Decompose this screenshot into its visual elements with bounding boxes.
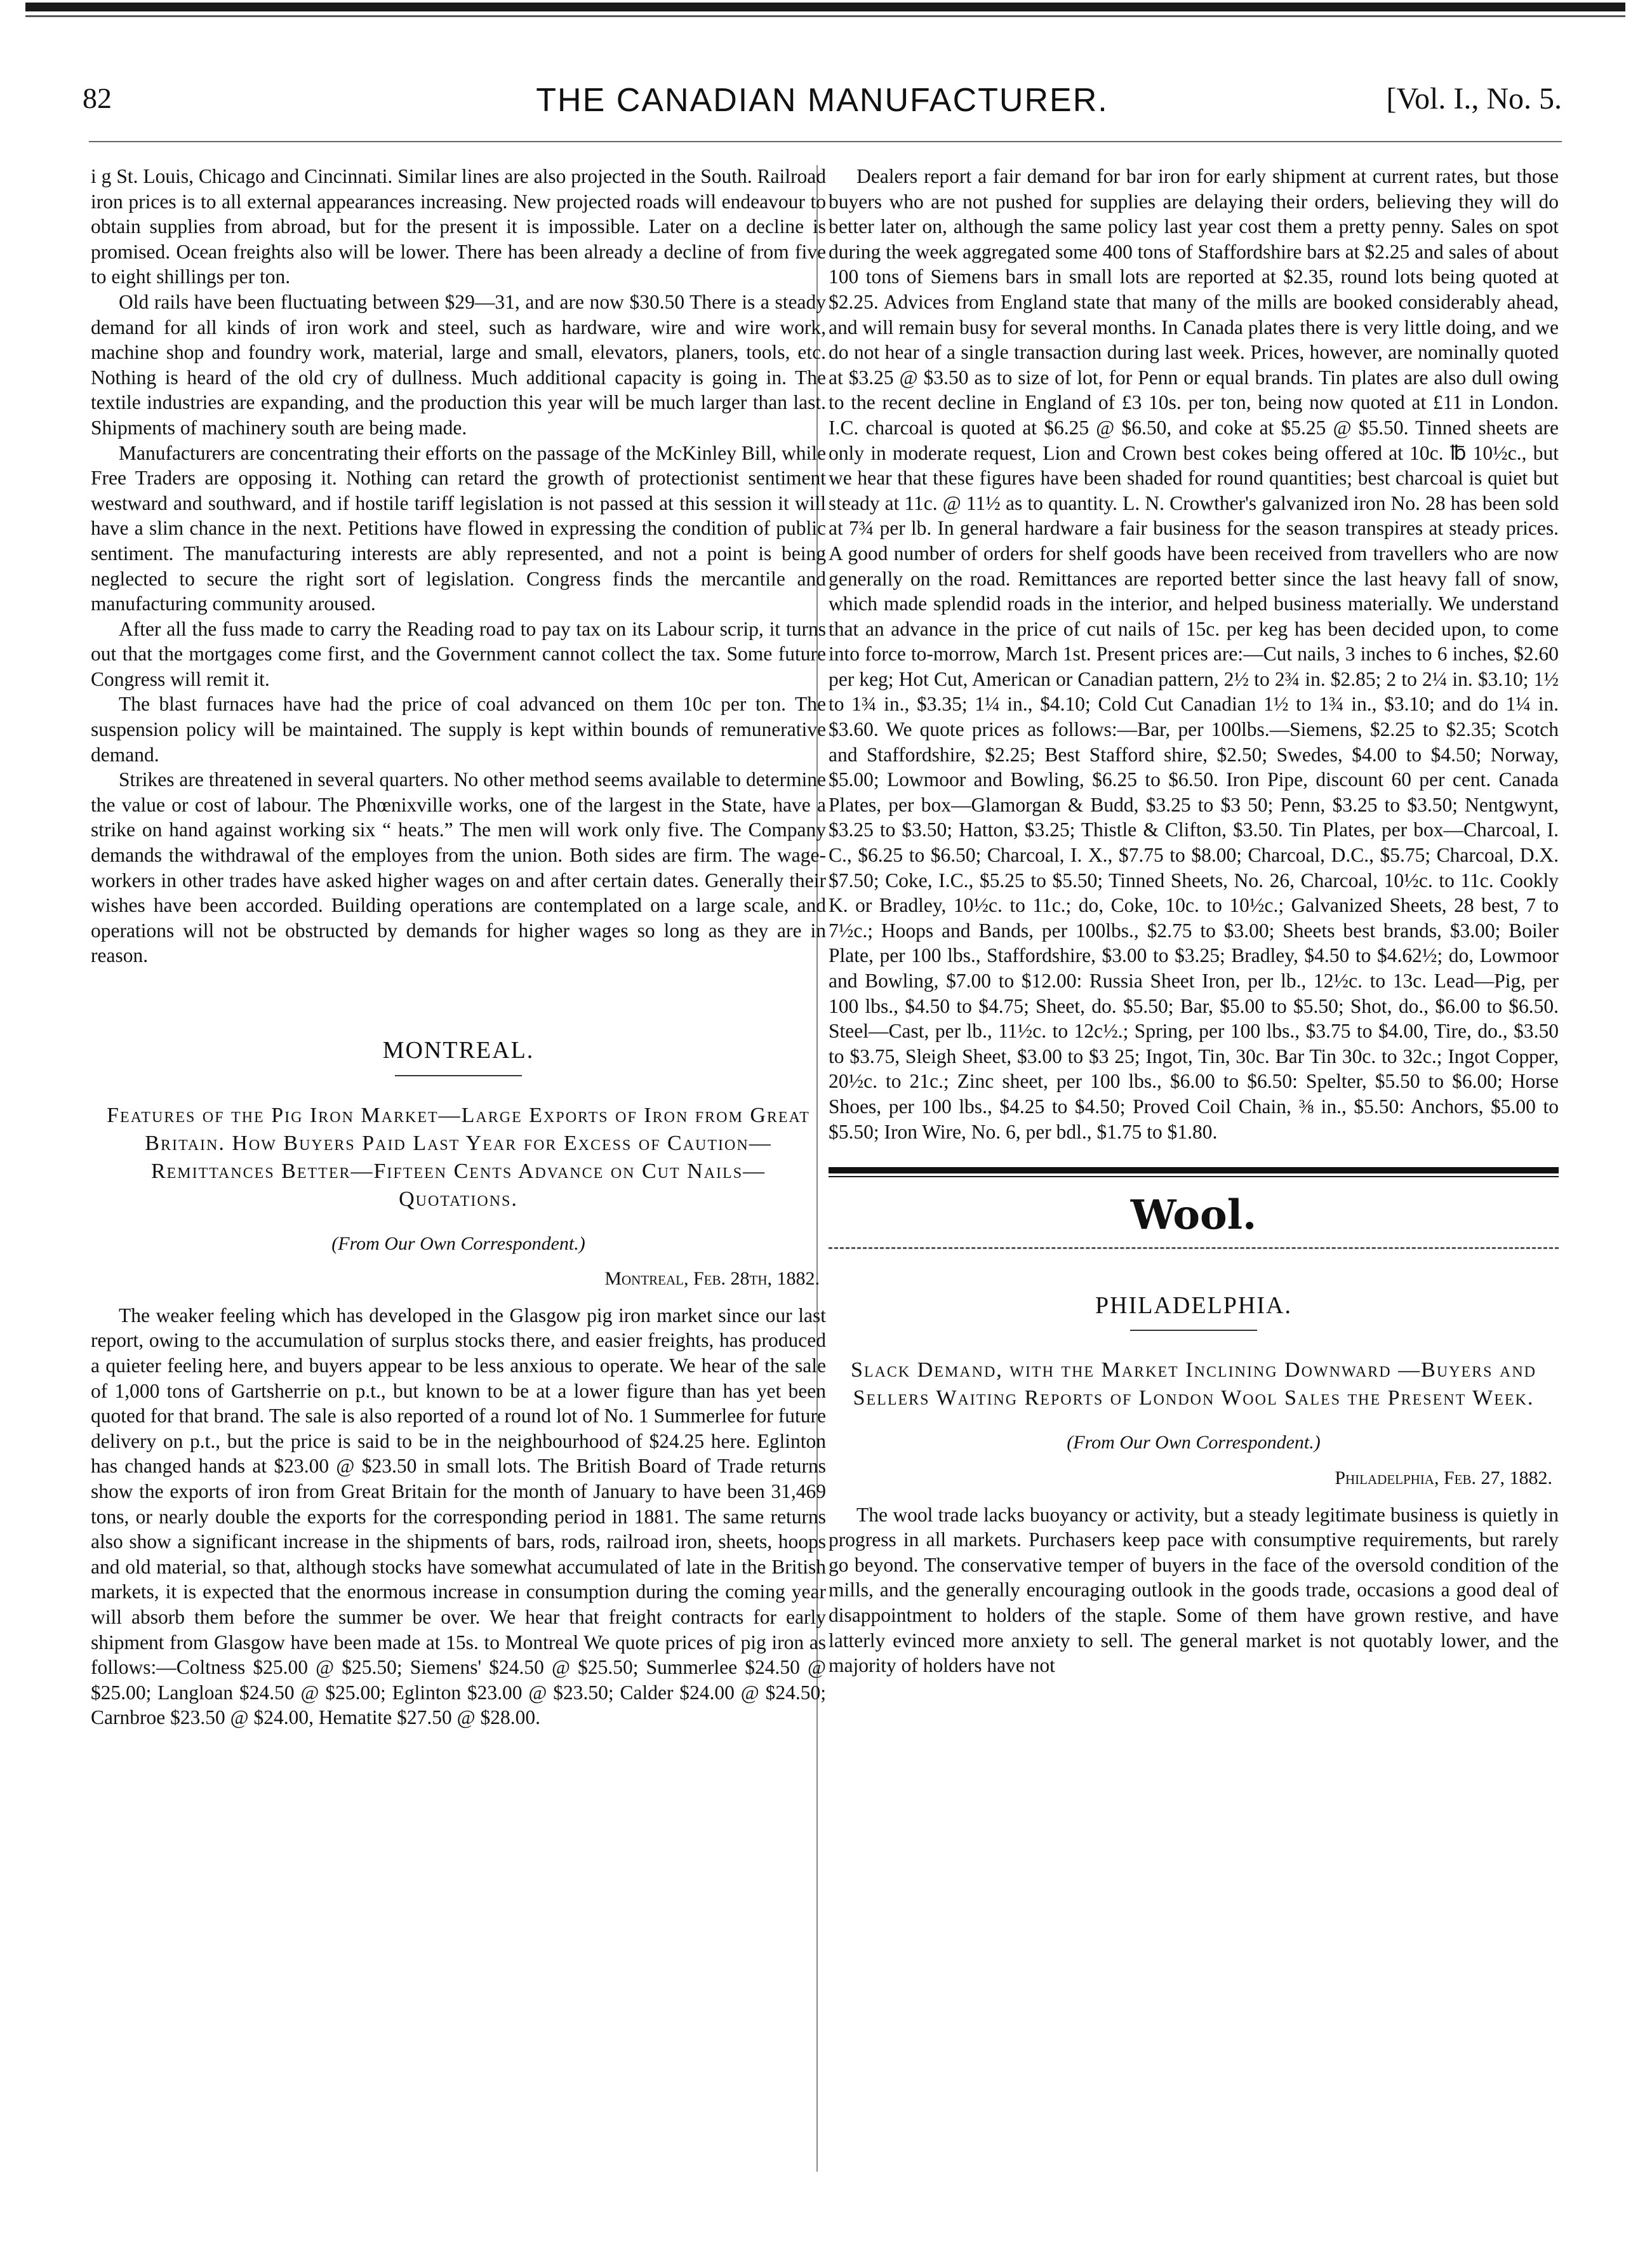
paragraph-reading-road: After all the fuss made to carry the Reading road to pay tax on its Labour scrip, it turns out that the mortgages come first, and the Government cannot collect the tax. Some future Congress will remit it.: [91, 617, 826, 690]
philadelphia-heading: PHILADELPHIA.: [1095, 1292, 1292, 1319]
section-thick-rule: [829, 1167, 1559, 1173]
publication-title: THE CANADIAN MANUFACTURER.: [536, 82, 1109, 119]
paragraph-strikes: Strikes are threatened in several quarters. No other method seems available to determine the value or cost of labour. The Phœnixville works, one of the largest in the State, have a strike on hand against working six “ heats.” The men will work only five. The Company demands the withdrawal of the employes from the union. Both sides are firm. The wage-workers in other trades have asked higher wages on and after certain dates. Generally their wishes have been accorded. Building operations are contemplated on a large scale, and operations will not be obstructed by demands for higher wages so long as they are in reason.: [91, 768, 826, 967]
page-number: 82: [83, 82, 112, 114]
paragraph-dealers-report: Dealers report a fair demand for bar iron for early shipment at current rates, but those buyers who are not pushed for supplies are delaying their orders, believing they will do better later on, although the same policy last year cost them a pretty penny. Sales on spot during the week aggregated some 400 tons of Staffordshire bars at $2.25 and sales of about 100 tons of Siemens bars in small lots are reported at $2.35, round lots being quoted at $2.25. Advices from England state that many of the mills are booked considerably ahead, and will remain busy for several months. In Canada plates there is very little doing, and we do not hear of a single transaction during last week. Prices, however, are nominally quoted at $3.25 @ $3.50 as to size of lot, for Penn or equal brands. Tin plates are also dull owing to the recent decline in England of £3 10s. per ton, being now quoted at £11 in London. I.C. charcoal is quoted at $6.25 @ $6.50, and coke at $5.25 @ $5.50. Tinned sheets are only in moderate request, Lion and Crown best cokes being offered at 10c. ℔ 10½c., but we hear that these figures have been shaded for round quantities; best charcoal is quiet but steady at 11c. @ 11½ as to quantity. L. N. Crowther's galvanized iron No. 28 has been sold at 7¾ per lb. In general hardware a fair business for the season transpires at steady prices. A good number of orders for shelf goods have been received from travellers who are now generally on the road. Remittances are reported better since the last heavy fall of snow, which made splendid roads in the interior, and helped business materially. We understand that an advance in the price of cut nails of 15c. per keg has been decided upon, to come into force to-morrow, March 1st. Present prices are:—Cut nails, 3 inches to 6 inches, $2.60 per keg; Hot Cut, American or Canadian pattern, 2½ to 2¾ in. $2.85; 2 to 2¼ in. $3.10; 1½ to 1¾ in., $3.35; 1¼ in., $4.10; Cold Cut Canadian 1½ to 1¾ in., $3.10; and do 1¼ in. $3.60. We quote prices as follows:—Bar, per 100lbs.—Siemens, $2.25 to $2.35; Scotch and Staffordshire, $2.25; Best Stafford shire, $2.50; Swedes, $4.00 to $4.50; Norway, $5.00; Lowmoor and Bowling, $6.25 to $6.50. Iron Pipe, discount 60 per cent. Canada Plates, per box—Glamorgan & Budd, $3.25 to $3 50; Penn, $3.25 to $3.50; Nentgwynt, $3.25 to $3.50; Hatton, $3.25; Thistle & Clifton, $3.50. Tin Plates, per box—Charcoal, I. C., $6.25 to $6.50; Charcoal, I. X., $7.75 to $8.00; Charcoal, D.C., $5.75; Charcoal, D.X. $7.50; Coke, I.C., $5.25 to $5.50; Tinned Sheets, No. 26, Charcoal, 10½c. to 11c. Cookly K. or Bradley, 10½c. to 11c.; do, Coke, 10c. to 10½c.; Galvanized Sheets, 28 best, 7 to 7½c.; Hoops and Bands, per 100lbs., $2.75 to $3.00; Sheets best brands, $3.00; Boiler Plate, per 100 lbs., Staffordshire, $3.00 to $3.25; Bradley, $4.50 to $4.62½; do, Lowmoor and Bowling, $7.00 to $12.00: Russia Sheet Iron, per lb., 12½c. to 13c. Lead—Pig, per 100 lbs., $4.50 to $4.75; Sheet, do. $5.50; Bar, $5.00 to $5.50; Shot, do., $6.00 to $6.50. Steel—Cast, per lb., 11½c. to 12c½.; Spring, per 100 lbs., $3.75 to $4.00, Tire, do., $3.50 to $3.75, Sleigh Sheet, $3.00 to $3 25; Ingot, Tin, 30c. Bar Tin 30c. to 32c.; Ingot Copper, 20½c. to 21c.; Zinc sheet, per 100 lbs., $6.00 to $6.50: Spelter, $5.50 to $6.00; Horse Shoes, per 100 lbs., $4.25 to $4.50; Proved Coil Chain, ⅜ in., $5.50: Anchors, $5.00 to $5.50; Iron Wire, No. 6, per bdl., $1.75 to $1.80.: [829, 165, 1559, 1143]
philadelphia-dateline: Philadelphia, Feb. 27, 1882.: [1335, 1467, 1552, 1488]
philadelphia-correspondent-note: (From Our Own Correspondent.): [1067, 1432, 1321, 1453]
montreal-heading: MONTREAL.: [382, 1037, 535, 1064]
wool-dashed-rule: [829, 1247, 1559, 1249]
philadelphia-subheading: Slack Demand, with the Market Inclining Downward —Buyers and Sellers Waiting Reports of London Wool Sales the Present Week.: [851, 1358, 1536, 1410]
left-column: [91, 164, 826, 1730]
montreal-dateline: Montreal, Feb. 28th, 1882.: [604, 1268, 820, 1290]
montreal-heading-rule: [395, 1075, 522, 1076]
philadelphia-heading-rule: [1130, 1330, 1257, 1331]
paragraph-blast-furnaces: The blast furnaces have had the price of coal advanced on them 10c per ton. The suspension policy will be maintained. The supply is kept within bounds of remunerative demand.: [91, 693, 826, 766]
top-border-thin-rule: [25, 15, 1625, 17]
montreal-subheading: Features of the Pig Iron Market—Large Exports of Iron from Great Britain. How Buyers Paid Last Year for Excess of Caution—Remittances Better—Fifteen Cents Advance on Cut Nails—Quotations.: [107, 1103, 810, 1211]
right-column: [829, 164, 1559, 1678]
top-border-rule: [25, 3, 1625, 11]
paragraph-railroads: i g St. Louis, Chicago and Cincinnati. Similar lines are also projected in the South. Railroad iron prices is to all external appearances increasing. New projected roads will endeavour to obtain supplies from abroad, but for the present it is impossible. Later on a decline is promised. Ocean freights also will be lower. There has been already a decline of from five to eight shillings per ton.: [91, 165, 826, 288]
montreal-correspondent-note: (From Our Own Correspondent.): [331, 1233, 585, 1254]
montreal-report-body: The weaker feeling which has developed in the Glasgow pig iron market since our last report, owing to the accumulation of surplus stocks there, and easier freights, has produced a quieter feeling here, and buyers appear to be less anxious to operate. We hear of the sale of 1,000 tons of Gartsherrie on p.t., but known to be at a lower figure than has yet been quoted for that brand. The sale is also reported of a round lot of No. 1 Summerlee for future delivery on p.t., but the price is said to be in the neighbourhood of $24.25 here. Eglinton has changed hands at $23.00 @ $23.50 in small lots. The British Board of Trade returns show the exports of iron from Great Britain for the month of January to have been 31,469 tons, or nearly double the exports for the corresponding period in 1881. The same returns also show a significant increase in the shipments of bars, rods, railroad iron, sheets, hoops and old material, so that, although stocks have somewhat accumulated of late in the British markets, it is expected that the enormous increase in consumption during the coming year will absorb them before the summer be over. We hear that freight contracts for early shipment from Glasgow have been made at 15s. to Montreal We quote prices of pig iron as follows:—Coltness $25.00 @ $25.50; Siemens' $24.50 @ $25.50; Summerlee $24.50 @ $25.00; Langloan $24.50 @ $25.00; Eglinton $23.00 @ $23.50; Calder $24.00 @ $24.50; Carnbroe $23.50 @ $24.00, Hematite $27.50 @ $28.00.: [91, 1304, 826, 1729]
page-header: [83, 81, 1562, 132]
volume-number: [Vol. I., No. 5.: [1386, 82, 1562, 116]
paragraph-mckinley-bill: Manufacturers are concentrating their efforts on the passage of the McKinley Bill, while Free Traders are opposing it. Nothing can retard the growth of protectionist sentiment westward and southward, and if hostile tariff legislation is not passed at this session it will have a slim chance in the next. Petitions have flowed in expressing the condition of public sentiment. The manufacturing interests are ably represented, and not a point is being neglected to secure the right sort of legislation. Congress finds the mercantile and manufacturing community aroused.: [91, 441, 826, 615]
header-rule: [89, 141, 1562, 142]
wool-section-heading: Wool.: [1130, 1191, 1257, 1239]
paragraph-old-rails: Old rails have been fluctuating between $29—31, and are now $30.50 There is a steady demand for all kinds of iron work and steel, such as hardware, wire and wire work, machine shop and foundry work, material, large and small, elevators, planers, tools, etc. Nothing is heard of the old cry of dullness. Much additional capacity is going in. The textile industries are expanding, and the production this year will be much larger than last. Shipments of machinery south are being made.: [91, 290, 826, 439]
philadelphia-report-body: The wool trade lacks buoyancy or activity, but a steady legitimate business is quietly in progress in all markets. Purchasers keep pace with consumptive requirements, but rarely go beyond. The conservative temper of buyers in the face of the oversold condition of the mills, and the generally encouraging outlook in the goods trade, occasions a good deal of disappointment to holders of the staple. Some of them have grown restive, and have latterly evinced more anxiety to sell. The general market is not quotably lower, and the majority of holders have not: [829, 1503, 1559, 1677]
section-thin-rule: [829, 1176, 1559, 1177]
